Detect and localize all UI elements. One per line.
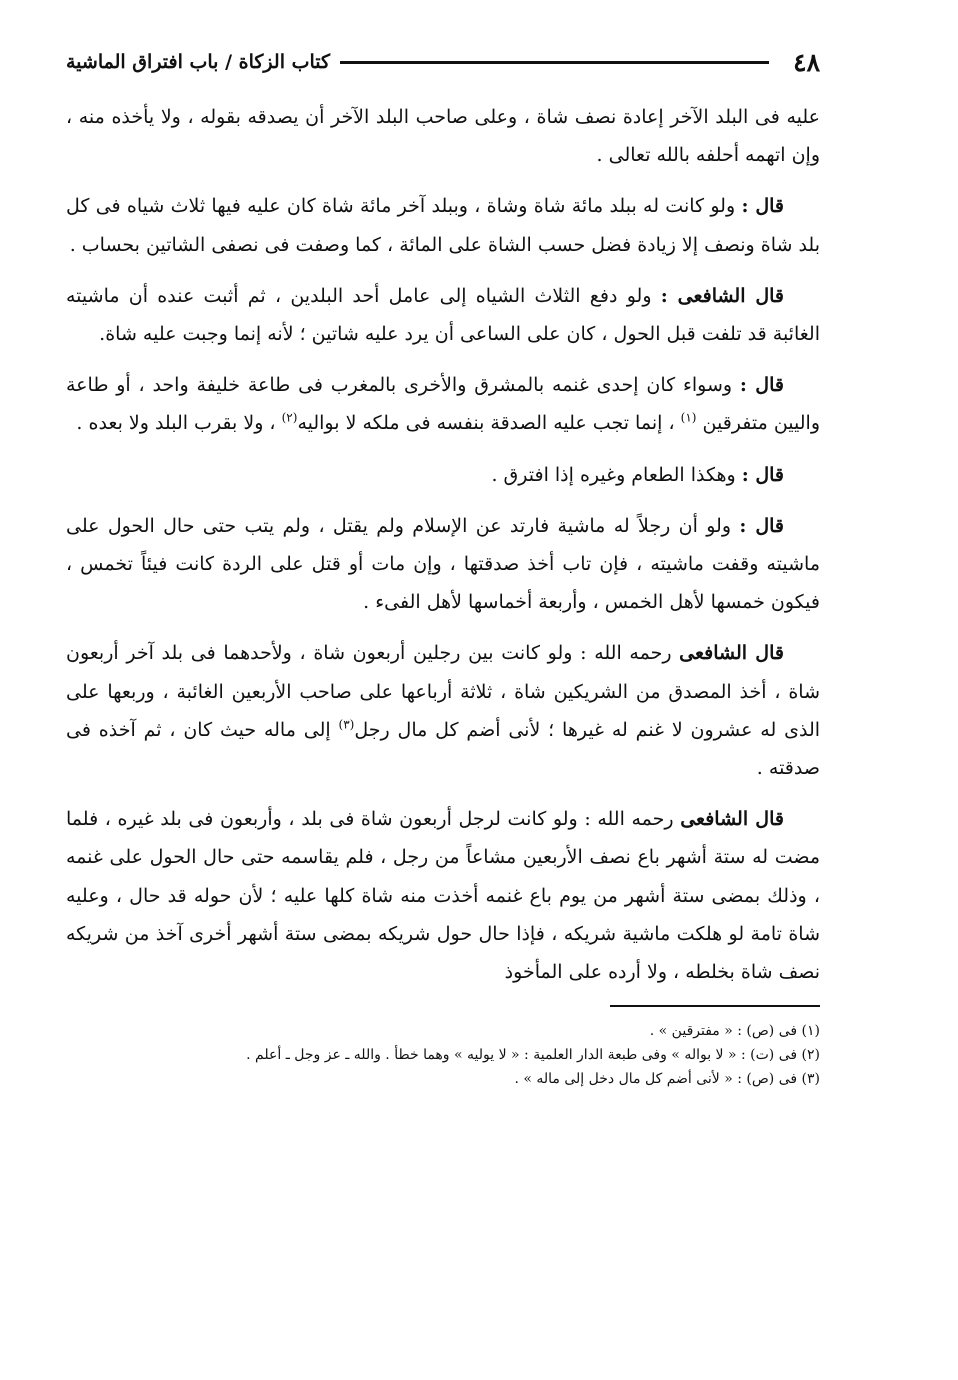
speaker-label: قال الشافعى xyxy=(679,642,784,665)
paragraph xyxy=(66,187,820,263)
paragraph-text: إلى ماله حيث كان ، ثم آخذه فى صدقته . xyxy=(66,718,820,780)
body-text xyxy=(66,98,820,991)
paragraph-text: رحمه الله : ولو كانت بين رجلين أربعون شاة ، ولأحدهما فى بلد آخر أربعون شاة ، أخذ المصدق من الشريكين شاة ، ثلاثة أرباعها على صاحب الأربعين الغائبة ، وربعها على الذى له عشرون لا غنم له غيرها ؛ لأنى أضم كل مال رجل xyxy=(66,642,821,741)
paragraph xyxy=(66,98,820,174)
paragraph-text: ولو أن رجلاً له ماشية فارتد عن الإسلام ولم يقتل ، ولم يتب حتى حال الحول على ماشيته وقفت ماشيته ، فإن تاب أخذ صدقتها ، وإن مات أو قتل على الردة كانت فيئاً تخمس ، فيكون خمسها لأهل الخمس ، وأربعة أخماسها لأهل الفىء . xyxy=(66,514,820,614)
speaker-label: قال : xyxy=(741,195,784,218)
footnote: (٣) فى (ص) : « لأنى أضم كل مال دخل إلى ماله » . xyxy=(514,1071,820,1088)
paragraph-text: ، إنما تجب عليه الصدقة بنفسه فى ملكه لا بواليه xyxy=(297,412,675,435)
paragraph-text: وهكذا الطعام وغيره إذا افترق . xyxy=(491,463,736,486)
footnote: (٢) فى (ت) : « لا بواله » وفى طبعة الدار العلمية : « لا يوليه » وهما خطأ . والله ـ عز وجل ـ أعلم . xyxy=(246,1047,820,1064)
footnotes xyxy=(66,1019,820,1091)
speaker-label: قال الشافعى : xyxy=(660,284,785,307)
page-header xyxy=(66,38,820,86)
header-rule xyxy=(340,61,769,64)
paragraph-text: ولو كانت له ببلد مائة شاة وشاة ، وببلد آخر مائة شاة كان عليه فيها ثلاث شياه فى كل بلد شاة ونصف إلا زيادة فضل حسب الشاة على المائة ، كما وصفت فى نصفى الشاتين بحساب . xyxy=(66,195,820,256)
speaker-label: قال : xyxy=(741,463,784,486)
book-page xyxy=(66,38,820,1358)
paragraph-text: عليه فى البلد الآخر إعادة نصف شاة ، وعلى صاحب البلد الآخر أن يصدقه بقوله ، ولا يأخذه منه ، وإن اتهمه أحلفه بالله تعالى . xyxy=(66,106,820,167)
speaker-label: قال : xyxy=(739,374,784,397)
running-title: كتاب الزكاة / باب افتراق الماشية xyxy=(66,51,331,73)
footnote-ref: (٢) xyxy=(281,411,298,426)
footnote-ref: (٣) xyxy=(338,717,355,732)
footnote-rule xyxy=(610,1005,820,1007)
paragraph xyxy=(66,634,820,787)
speaker-label: قال الشافعى xyxy=(680,808,784,831)
paragraph-text: رحمه الله : ولو كانت لرجل أربعون شاة فى بلد ، وأربعون فى بلد غيره ، فلما مضت له ستة أشهر باع نصف الأربعين مشاعاً من رجل ، فلم يقاسمه حتى حال الحول على غنمه ، وذلك بمضى ستة أشهر من يوم باع غنمه أخذت منه شاة كلها عليه ؛ لأن حوله قد حال ، وعليه شاة تامة لو هلكت ماشية شريكه ، فإذا حال حول شريكه بمضى ستة أشهر أخرى آخذ من شريكه نصف شاة بخلطه ، ولا أرده على المأخوذ xyxy=(66,808,820,984)
paragraph xyxy=(66,800,820,991)
paragraph-text: ولو دفع الثلاث الشياه إلى عامل أحد البلدين ، ثم أثبت عنده أن ماشيته الغائبة قد تلفت قبل الحول ، كان على الساعى أن يرد عليه شاتين ؛ لأنه إنما وجبت عليه شاة. xyxy=(66,284,820,346)
paragraph xyxy=(66,277,820,353)
paragraph xyxy=(66,507,820,622)
paragraph-text: وسواء كان إحدى غنمه بالمشرق والأخرى بالمغرب فى طاعة خليفة واحد ، أو طاعة واليين متفرقين xyxy=(66,374,820,435)
page-number: ٤٨ xyxy=(793,47,820,77)
paragraph xyxy=(66,366,820,442)
footnote: (١) فى (ص) : « مفترقين » . xyxy=(649,1023,820,1040)
paragraph xyxy=(66,456,820,494)
speaker-label: قال : xyxy=(739,514,784,537)
footnote-ref: (١) xyxy=(680,411,697,426)
paragraph-text: ، ولا بقرب البلد ولا بعده . xyxy=(76,412,276,435)
